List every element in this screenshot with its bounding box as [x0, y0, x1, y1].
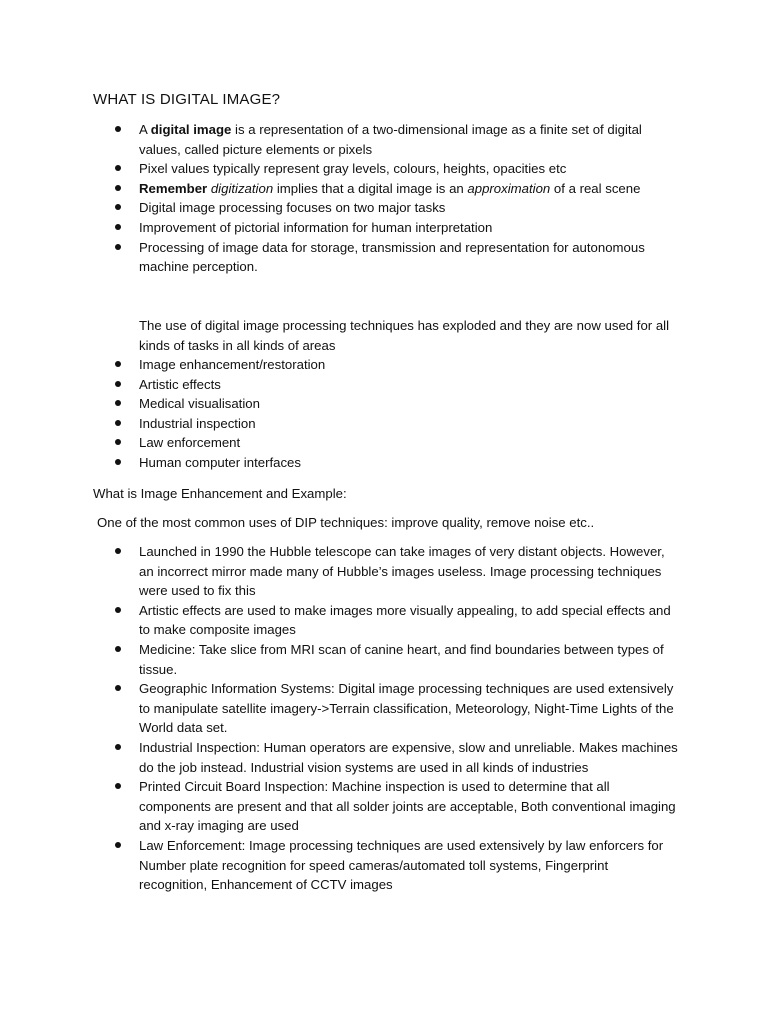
list-item-text: Digital image processing focuses on two major tasks	[139, 200, 446, 216]
bullet-icon	[115, 783, 121, 789]
list-item	[0, 836, 768, 895]
bold-term: digital image	[150, 122, 232, 137]
list-item	[0, 433, 768, 453]
italic-term: digitization	[210, 180, 274, 196]
list-item-text: Printed Circuit Board Inspection: Machine inspection is used to determine that all components are present and that all solder joints are acceptable, Both conventional imaging and x-ray imaging are used	[139, 779, 676, 834]
list-item	[0, 355, 768, 375]
bullet-icon	[115, 400, 121, 406]
list-item-text: Artistic effects are used to make images more visually appealing, to add special effects and to make composite images	[139, 602, 671, 638]
list-item	[0, 679, 768, 738]
areas-bullet-list	[0, 355, 768, 473]
list-item-text: Medicine: Take slice from MRI scan of canine heart, and find boundaries between types of tissue.	[139, 641, 664, 677]
list-item-text: Geographic Information Systems: Digital image processing techniques are used extensively to manipulate satellite imagery->Terrain classification, Meteorology, Night-Time Lights of the World data set.	[139, 681, 674, 736]
bullet-icon	[115, 646, 121, 652]
list-item	[0, 394, 768, 414]
examples-bullet-list	[0, 542, 768, 895]
bullet-icon	[115, 361, 121, 367]
bullet-icon	[115, 607, 121, 613]
bullet-icon	[115, 224, 121, 230]
text-run: implies that a digital image is an	[273, 180, 468, 196]
section-heading: What is Image Enhancement and Example:	[93, 486, 347, 501]
section-intro: One of the most common uses of DIP techniques: improve quality, remove noise etc..	[97, 515, 595, 530]
list-item	[0, 198, 768, 218]
text-run: is a representation of a two-dimensional image as a finite set of digital values, called picture elements or pixels	[139, 122, 642, 157]
list-item-text: Medical visualisation	[139, 396, 260, 412]
bold-term: Remember	[139, 180, 208, 196]
bullet-icon	[115, 842, 121, 848]
list-item-text: Processing of image data for storage, transmission and representation for autonomous machine perception.	[139, 239, 645, 275]
bullet-icon	[115, 459, 121, 465]
bullet-icon	[115, 204, 121, 210]
list-item	[0, 453, 768, 473]
list-item	[0, 238, 768, 277]
list-item-text: Image enhancement/restoration	[139, 357, 326, 372]
list-item	[0, 601, 768, 640]
list-item-text	[139, 181, 640, 196]
text-run: A	[139, 122, 151, 137]
list-item-text	[139, 122, 642, 157]
bullet-icon	[115, 548, 121, 554]
list-item-text: Law enforcement	[139, 435, 241, 451]
list-item	[0, 777, 768, 836]
list-item	[0, 640, 768, 679]
bullet-icon	[115, 420, 121, 426]
bullet-icon	[115, 685, 121, 691]
list-item-text: Improvement of pictorial information for human interpretation	[139, 219, 493, 235]
use-paragraph: The use of digital image processing techniques has exploded and they are now used for all kinds of tasks in all kinds of areas	[139, 318, 670, 353]
list-item	[0, 120, 768, 159]
list-item	[0, 159, 768, 179]
list-item-text: Industrial Inspection: Human operators are expensive, slow and unreliable. Makes machines do the job instead. Industrial vision systems are used in all kinds of industries	[139, 739, 678, 775]
list-item	[0, 414, 768, 434]
list-item	[0, 179, 768, 199]
bullet-icon	[115, 165, 121, 171]
bullet-icon	[115, 439, 121, 445]
text-run: of a real scene	[550, 180, 641, 196]
bullet-icon	[115, 744, 121, 750]
page-title: WHAT IS DIGITAL IMAGE?	[93, 91, 281, 108]
bullet-icon	[115, 126, 121, 132]
bullet-icon	[115, 185, 121, 191]
list-item-text: Launched in 1990 the Hubble telescope can take images of very distant objects. However, an incorrect mirror made many of Hubble’s images useless. Image processing techniques were used to fix this	[139, 544, 665, 599]
intro-bullet-list	[0, 120, 768, 277]
bullet-icon	[115, 381, 121, 387]
list-item	[0, 375, 768, 395]
bullet-icon	[115, 244, 121, 250]
list-item-text: Artistic effects	[139, 376, 221, 392]
list-item-text: Industrial inspection	[139, 415, 256, 431]
list-item-text: Law Enforcement: Image processing techniques are used extensively by law enforcers for Number plate recognition for speed cameras/automated toll systems, Fingerprint recognition, Enhancement of CCTV images	[139, 837, 664, 893]
italic-term: approximation	[467, 180, 551, 196]
list-item	[0, 542, 768, 601]
list-item	[0, 738, 768, 777]
list-item	[0, 218, 768, 238]
list-item-text: Human computer interfaces	[139, 454, 301, 470]
list-item-text: Pixel values typically represent gray levels, colours, heights, opacities etc	[139, 161, 567, 177]
